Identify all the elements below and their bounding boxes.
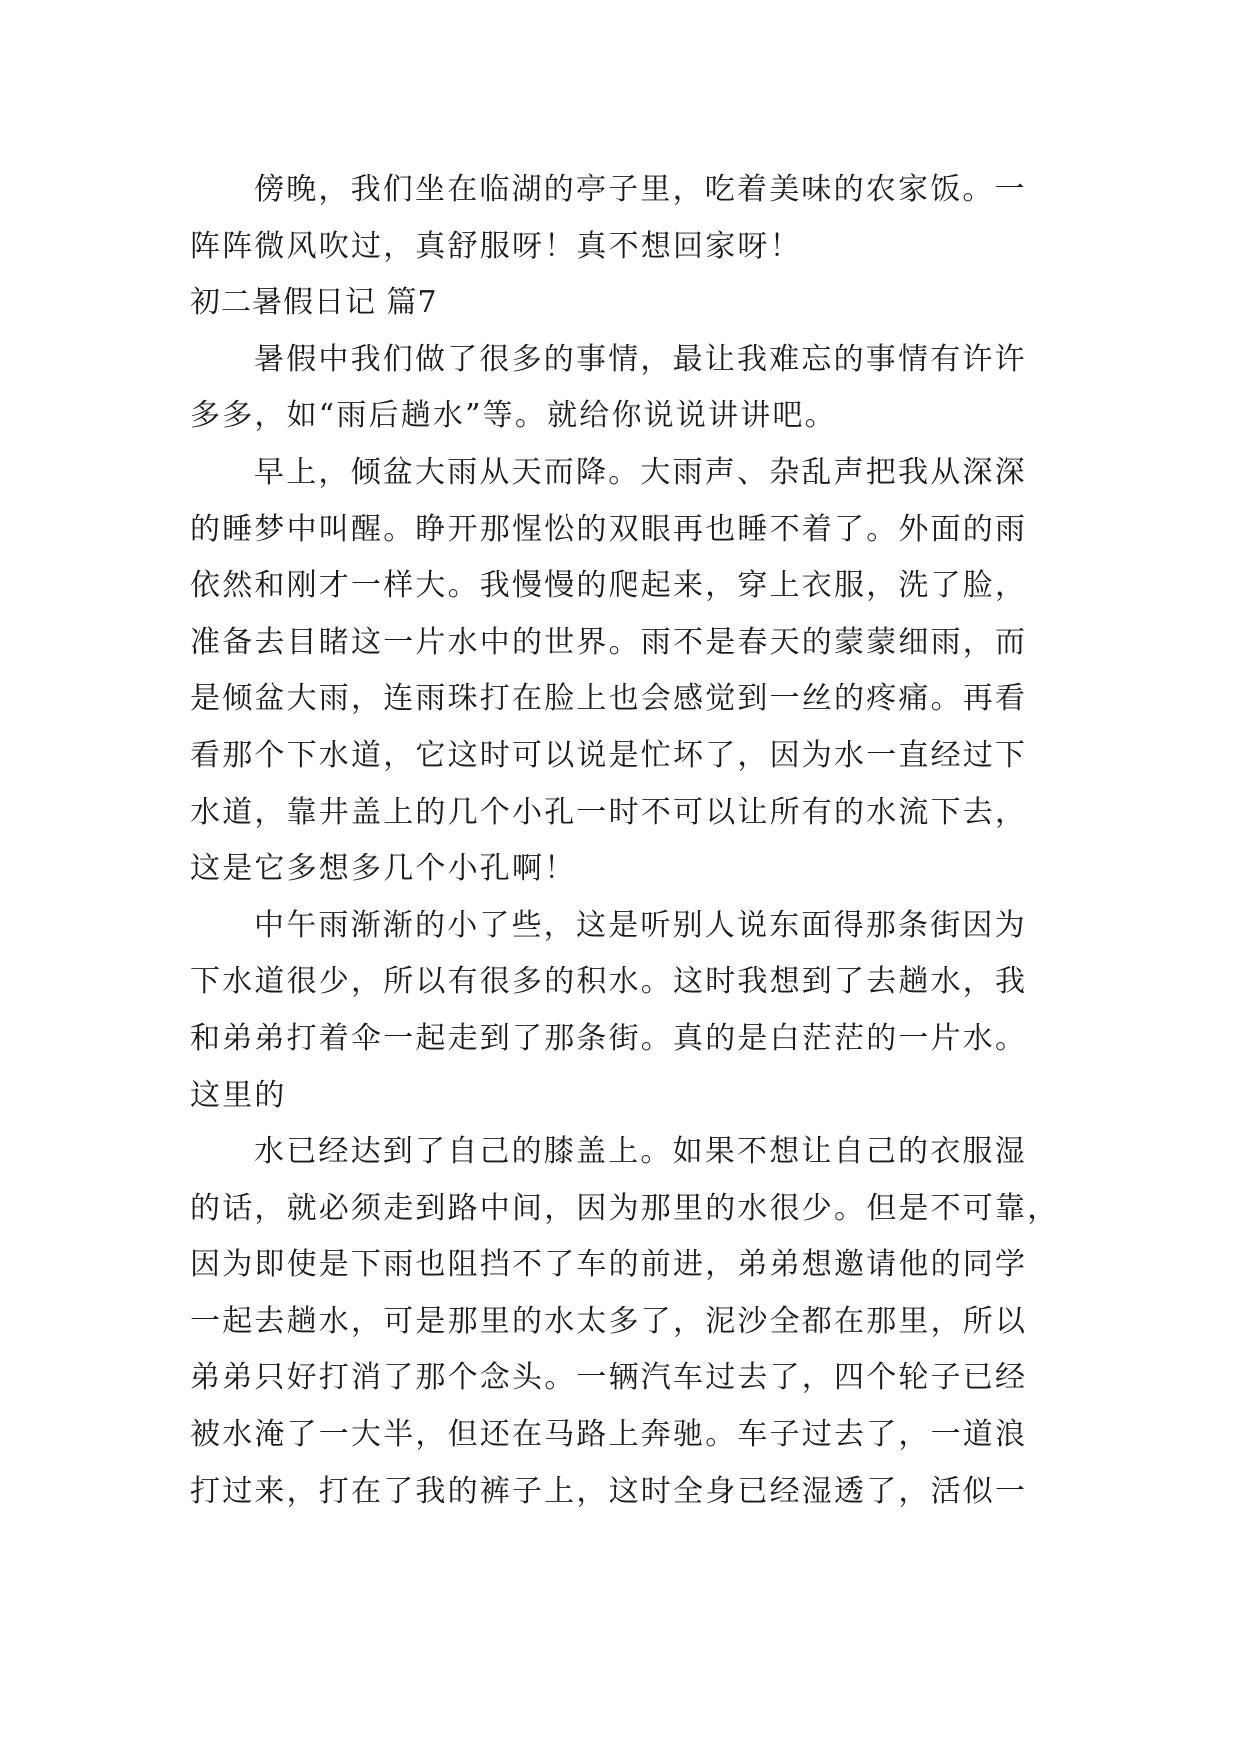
text-line: 这是它多想多几个小孔啊！ bbox=[190, 851, 577, 887]
text-line: 水已经达到了自己的膝盖上。如果不想让自己的衣服湿 bbox=[254, 1134, 1027, 1170]
text-line: 和弟弟打着伞一起走到了那条街。真的是白茫茫的一片水。 bbox=[190, 1020, 1028, 1056]
text-line: 阵阵微风吹过，真舒服呀！真不想回家呀！ bbox=[190, 228, 802, 264]
text-line: 是倾盆大雨，连雨珠打在脸上也会感觉到一丝的疼痛。再看 bbox=[190, 681, 1028, 717]
text-line: 傍晚，我们坐在临湖的亭子里，吃着美味的农家饭。一 bbox=[254, 172, 1027, 207]
text-line: 一起去趟水，可是那里的水太多了，泥沙全都在那里，所以 bbox=[190, 1303, 1028, 1339]
text-line: 多多，如“雨后趟水”等。就给你说说讲讲吧。 bbox=[190, 398, 837, 434]
text-line: 打过来，打在了我的裤子上，这时全身已经湿透了，活似一 bbox=[190, 1473, 1028, 1509]
text-line: 弟弟只好打消了那个念头。一辆汽车过去了，四个轮子已经 bbox=[190, 1360, 1028, 1396]
text-line: 看那个下水道，它这时可以说是忙坏了，因为水一直经过下 bbox=[190, 737, 1028, 773]
text-line: 准备去目睹这一片水中的世界。雨不是春天的蒙蒙细雨，而 bbox=[190, 624, 1028, 660]
text-line: 水道，靠井盖上的几个小孔一时不可以让所有的水流下去， bbox=[190, 794, 1028, 830]
text-line: 因为即使是下雨也阻挡不了车的前进，弟弟想邀请他的同学 bbox=[190, 1247, 1028, 1283]
section-heading: 初二暑假日记 篇7 bbox=[190, 285, 438, 321]
text-line: 早上，倾盆大雨从天而降。大雨声、杂乱声把我从深深 bbox=[254, 454, 1027, 490]
text-line: 这里的 bbox=[190, 1077, 287, 1113]
document-body bbox=[190, 162, 1062, 1520]
text-line: 下水道很少，所以有很多的积水。这时我想到了去趟水，我 bbox=[190, 964, 1028, 1000]
text-line: 的睡梦中叫醒。睁开那惺忪的双眼再也睡不着了。外面的雨 bbox=[190, 511, 1028, 547]
text-line: 中午雨渐渐的小了些，这是听别人说东面得那条街因为 bbox=[254, 907, 1027, 943]
text-line: 依然和刚才一样大。我慢慢的爬起来，穿上衣服，洗了脸， bbox=[190, 568, 1028, 604]
text-line: 暑假中我们做了很多的事情，最让我难忘的事情有许许 bbox=[254, 341, 1027, 377]
text-line: 的话，就必须走到路中间，因为那里的水很少。但是不可靠， bbox=[190, 1190, 1060, 1226]
text-line: 被水淹了一大半，但还在马路上奔驰。车子过去了，一道浪 bbox=[190, 1417, 1028, 1453]
